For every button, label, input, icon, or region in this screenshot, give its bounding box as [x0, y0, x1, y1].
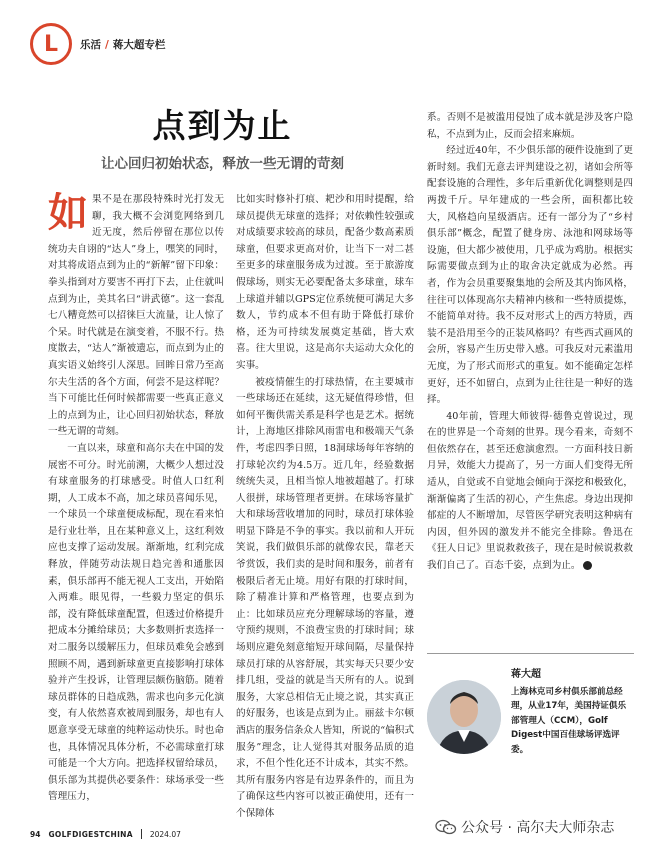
- issue-date: 2024.07: [149, 829, 181, 839]
- author-name: 蒋大超: [511, 669, 541, 680]
- article-paragraph: 比如实时修补打痕、耙沙和用时提醒，给球员提供无球童的选择；对依赖性较强或对成绩要求较高的球员，配备少数高素质球童，但要求更高对价，让当下一对二甚至更多的球童服务成为过渡。至于旅游度假球场，则实无必要配备太多球童，球车上球道并辅以GPS定位系统便可满足大多数人，节约成本不但有助于降低打球价格，还为可持续发展奠定基础，皆大欢喜。往大里说，这是高尔夫运动大众化的实事。: [236, 194, 414, 371]
- article-paragraph: 系。否则不是被滥用侵蚀了成本就是涉及客户隐私，不点到为止，反而会招来麻烦。: [427, 112, 633, 140]
- section-name: 乐活: [80, 38, 101, 51]
- author-avatar: [427, 680, 501, 754]
- author-portrait-icon: [427, 680, 501, 754]
- paragraph-text: 40年前，管理大师彼得·德鲁克曾说过，现在的世界是一个奇刻的世界。现今看来，奇刻不但依然存在，甚至还愈演愈烈。一方面科技日新月异，效能大力提高了，另一方面人们变得无所适从，自觉或不自觉地会倾向于深挖和极致化，渐渐偏离了生活的初心，产生焦虑。身边出现抑郁症的人不断增加，尽管医学研究表明这种病有内因，但外因的激发并不能完全排除。鲁迅在《狂人日记》里说救救孩子，现在是时候说救救我们自己了。百态千姿，点到为止。: [427, 410, 633, 572]
- page-footer: [30, 826, 181, 842]
- wechat-watermark: [435, 815, 647, 839]
- author-description: 上海林克司乡村俱乐部前总经理，从业17年，美国持证俱乐部管理人（CCM），Golf Digest中国百佳球场评选评委。: [511, 686, 627, 755]
- article-column-2: [236, 192, 414, 832]
- section-label: [80, 37, 165, 52]
- end-mark-icon: L: [583, 561, 592, 570]
- article-paragraph: [427, 409, 633, 575]
- section-logo: [30, 23, 72, 65]
- author-bio-text: [511, 668, 634, 757]
- wechat-icon: [435, 819, 457, 835]
- article-subtitle: 让心回归初始状态，释放一些无谓的苛刻: [101, 156, 344, 172]
- article-column-1: [48, 192, 224, 827]
- magazine-brand: GOLFDIGESTCHINA: [48, 829, 133, 839]
- page-header: [30, 22, 165, 66]
- article-title: 点到为止: [152, 106, 293, 145]
- article-paragraph: 经过近40年，不少俱乐部的硬件设施到了更新时刻。我们无意去评判建设之初，诸如会所等配套设施的合理性，多年后重新优化调整则是四两拨千斤。早年建成的一些会所，面积都比较大，风格趋向星级酒店。还有一部分为了“乡村俱乐部”概念，配置了健身房、泳池和网球场等设施，但大都少被使用，几乎成为鸡肋。根据实际需要做点到为止的取舍决定就成为必然。再者，作为会员重要聚集地的会所及其内饰风格，往往可以体现高尔夫精神内核和一些特质提炼，不能简单对待。我不反对形式上的西方特质，西装不是沿用至今的正装风格吗？有些西式画风的会所，容易产生历史带入感。可我反对元素滥用无度，为了形式而形式的重复。如不能确定怎样更好，还不如留白，点到为止往往是一种好的选择。: [427, 145, 633, 406]
- drop-cap: 如: [48, 192, 88, 236]
- section-separator: /: [105, 38, 109, 51]
- footer-divider: [141, 829, 142, 839]
- page-number: 94: [30, 829, 41, 839]
- article-paragraph: 一直以来，球童和高尔夫在中国的发展密不可分。时光前溯，大概少人想过没有球童服务的打球感受。时值人口红利期，人工成本不高，加之球员喜闻乐见，一个球员一个球童便成标配，现在看来怕是行业壮举，且在某种意义上，这红利效应也支撑了运动发展。渐渐地，红利完成释放，伴随劳动法规日趋完善和通胀因素，俱乐部再不能无视人工支出，开始陷入两难。眼见得，一些毅力坚定的俱乐部，没有降低球童配置，但透过价格提升把成本分摊给球员；大多数则折衷选择一对二服务以缓解压力，但球员难免会感到照顾不周，遇到新球童更直接影响打球体验并产生投诉，让管理层颇伤脑筋。随着球员群体的日趋成熟，需求也向多元化演变，有人依然喜欢被周到服务，却也有人愿意享受无球童的纯粹运动快乐。时也命也，具体情况具体分析，不必需球童打球可能是一个大方向。把选择权留给球员，俱乐部为其提供必要条件：球场承受一些管理压力，: [48, 442, 224, 803]
- watermark-text: 公众号 · 高尔夫大师杂志: [461, 820, 615, 836]
- article-paragraph: 被疫情催生的打球热情，在主要城市一些球场还在延续，这无疑值得珍惜，但如何平衡供需关系是科学也是艺术。据统计，上海地区排除风雨雷电和极端天气条件，考虑四季日照，18洞球场每年容纳的打球轮次约为4.5万。近几年，经验数据统统失灵，且相当惊人地被超越了。打球人很拼，球场管理者更拼。在球场容量扩大和球场营收增加的同时，球员打球体验明显下降是不争的事实。我以前和人开玩笑说，我们做俱乐部的就像农民，靠老天爷赏饭，我们卖的是时间和服务，前者有极限后者无止境。用好有限的打球时间，除了精准计算和严格管理，也要点到为止：比如球员应充分理解球场的容量，遵守预约规则，不浪费宝贵的打球时间；球场则应避免刻意缩短开球间隔，尽量保持球员打球的从容舒展，其实每天只要少安排几组，受益的就是当天所有的人。说到服务，大家总相信无止境之说，其实真正的好服务，也该是点到为止。丽兹卡尔顿酒店的服务信条众人皆知，所说的“偏积式服务”理念，让人觉得其对服务品质的追求，不但个性化还不计成本，其实不然。其所有服务内容是有边界条件的，而且为了确保这些内容可以被正确使用，还有一个保障体: [236, 376, 414, 819]
- paragraph-text: 果不是在那段特殊时光打发无聊，我大概不会浏览网络到几近无度，然后停留在那位以传统功夫自诩的“达人”身上，嘿笑的同时，对其将成语点到为止的“新解”留下印象：拳头指到对方要害不再打下去，止住就叫点到为止，美其名曰“讲武德”。这一套乱七八糟竟然可以招徕巨大流量，让人惊了个呆。时代就是在演变着，不服不行。热度散去，“达人”渐被遗忘，而点到为止的真实语义始终引人深思。回眸日常乃至高尔夫生活的各个方面，何尝不是这样呢？当下可能比任何时候都需要一些真正意义上的点到为止，让心回归初始状态，释放一些无谓的苛刻。: [48, 194, 224, 438]
- author-bio: [427, 653, 634, 783]
- article-paragraph: [48, 192, 224, 441]
- article-column-3: [427, 110, 633, 642]
- column-name: 蒋大超专栏: [112, 38, 166, 51]
- section-logo-letter: L: [43, 31, 59, 57]
